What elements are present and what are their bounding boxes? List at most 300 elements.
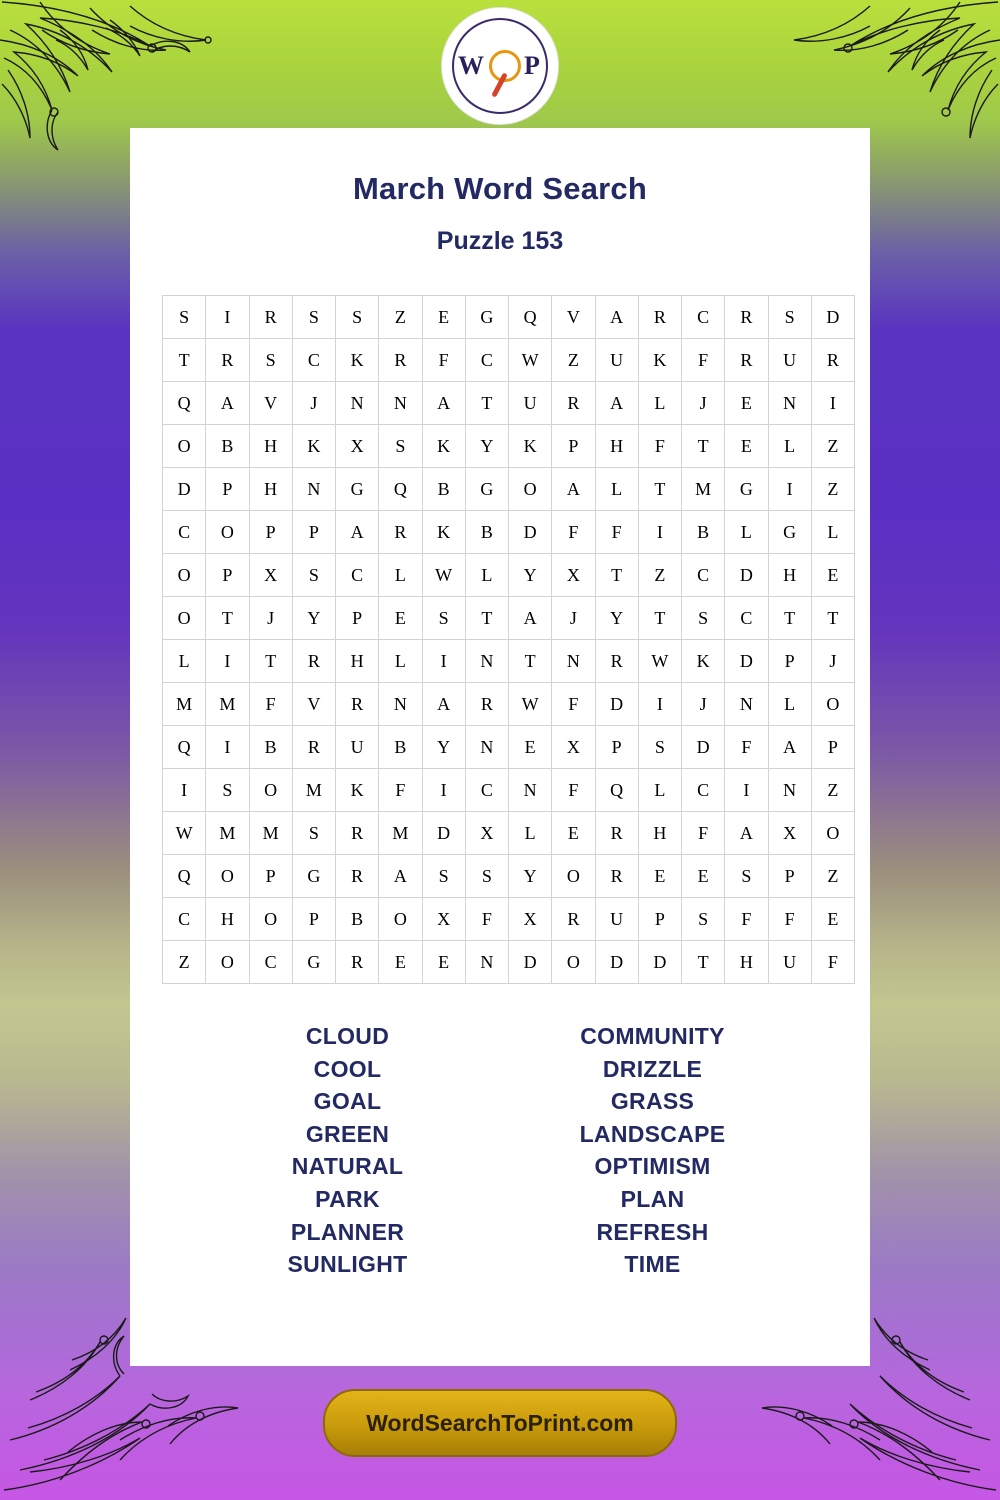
grid-cell[interactable]: Y bbox=[465, 425, 508, 468]
grid-cell[interactable]: R bbox=[336, 855, 379, 898]
word-search-grid[interactable] bbox=[162, 295, 855, 984]
word-list-item: SUNLIGHT bbox=[287, 1251, 408, 1278]
grid-cell[interactable]: O bbox=[249, 769, 292, 812]
grid-cell[interactable]: N bbox=[465, 726, 508, 769]
grid-cell[interactable]: K bbox=[638, 339, 681, 382]
grid-cell[interactable]: F bbox=[682, 812, 725, 855]
grid-cell[interactable]: S bbox=[422, 855, 465, 898]
grid-cell[interactable]: F bbox=[811, 941, 854, 984]
grid-cell[interactable]: H bbox=[249, 425, 292, 468]
grid-cell[interactable]: G bbox=[336, 468, 379, 511]
word-list-item: GREEN bbox=[305, 1120, 390, 1147]
grid-cell[interactable]: T bbox=[682, 425, 725, 468]
website-button-label: WordSearchToPrint.com bbox=[366, 1409, 634, 1436]
grid-row bbox=[163, 941, 855, 984]
puzzle-sheet bbox=[130, 128, 870, 1366]
grid-cell[interactable]: C bbox=[682, 769, 725, 812]
grid-cell[interactable]: I bbox=[206, 296, 249, 339]
word-list-item: GOAL bbox=[313, 1088, 382, 1115]
grid-cell[interactable]: H bbox=[249, 468, 292, 511]
grid-cell[interactable]: M bbox=[249, 812, 292, 855]
word-list bbox=[130, 1020, 870, 1281]
grid-row bbox=[163, 425, 855, 468]
word-list-item: COOL bbox=[313, 1055, 382, 1082]
grid-cell[interactable]: L bbox=[811, 511, 854, 554]
grid-cell[interactable]: O bbox=[206, 511, 249, 554]
grid-cell[interactable]: A bbox=[206, 382, 249, 425]
grid-cell[interactable]: T bbox=[465, 597, 508, 640]
grid-cell[interactable]: N bbox=[465, 941, 508, 984]
grid-cell[interactable]: A bbox=[595, 296, 638, 339]
grid-row bbox=[163, 683, 855, 726]
grid-cell[interactable]: V bbox=[249, 382, 292, 425]
grid-cell[interactable]: E bbox=[379, 941, 422, 984]
word-list-item: DRIZZLE bbox=[602, 1055, 703, 1082]
grid-row bbox=[163, 339, 855, 382]
grid-cell[interactable]: J bbox=[811, 640, 854, 683]
grid-cell[interactable]: A bbox=[552, 468, 595, 511]
grid-cell[interactable]: S bbox=[422, 597, 465, 640]
word-list-item: GRASS bbox=[610, 1088, 695, 1115]
grid-cell[interactable]: F bbox=[552, 683, 595, 726]
grid-cell[interactable]: A bbox=[768, 726, 811, 769]
grid-cell[interactable]: T bbox=[206, 597, 249, 640]
grid-cell[interactable]: B bbox=[465, 511, 508, 554]
grid-cell[interactable]: P bbox=[768, 855, 811, 898]
grid-row bbox=[163, 769, 855, 812]
grid-cell[interactable]: O bbox=[811, 812, 854, 855]
grid-cell[interactable]: Z bbox=[811, 425, 854, 468]
grid-cell[interactable]: R bbox=[292, 640, 335, 683]
grid-row bbox=[163, 812, 855, 855]
grid-cell[interactable]: P bbox=[249, 855, 292, 898]
grid-cell[interactable]: O bbox=[811, 683, 854, 726]
grid-cell[interactable]: O bbox=[379, 898, 422, 941]
grid-cell[interactable]: S bbox=[638, 726, 681, 769]
grid-cell[interactable]: K bbox=[509, 425, 552, 468]
grid-cell[interactable]: L bbox=[379, 554, 422, 597]
grid-cell[interactable]: N bbox=[768, 382, 811, 425]
grid-cell[interactable]: R bbox=[336, 683, 379, 726]
grid-row bbox=[163, 898, 855, 941]
grid-cell[interactable]: Y bbox=[509, 855, 552, 898]
grid-cell[interactable]: T bbox=[465, 382, 508, 425]
grid-cell[interactable]: F bbox=[725, 898, 768, 941]
grid-cell[interactable]: L bbox=[465, 554, 508, 597]
grid-cell[interactable]: T bbox=[249, 640, 292, 683]
word-list-item: PLANNER bbox=[290, 1218, 405, 1245]
page-subtitle: Puzzle 153 bbox=[436, 227, 564, 255]
grid-cell[interactable]: S bbox=[249, 339, 292, 382]
grid-cell[interactable]: K bbox=[336, 339, 379, 382]
grid-cell[interactable]: Z bbox=[163, 941, 206, 984]
grid-cell[interactable]: D bbox=[509, 941, 552, 984]
word-list-item: OPTIMISM bbox=[594, 1153, 711, 1180]
grid-cell[interactable]: I bbox=[638, 511, 681, 554]
grid-cell[interactable]: M bbox=[206, 683, 249, 726]
grid-cell[interactable]: D bbox=[638, 941, 681, 984]
grid-cell[interactable]: M bbox=[379, 812, 422, 855]
grid-row bbox=[163, 726, 855, 769]
grid-cell[interactable]: D bbox=[163, 468, 206, 511]
grid-cell[interactable]: X bbox=[465, 812, 508, 855]
grid-cell[interactable]: R bbox=[725, 296, 768, 339]
grid-cell[interactable]: G bbox=[292, 855, 335, 898]
grid-cell[interactable]: G bbox=[768, 511, 811, 554]
word-list-item: PLAN bbox=[620, 1185, 685, 1212]
grid-cell[interactable]: S bbox=[768, 296, 811, 339]
grid-cell[interactable]: K bbox=[422, 511, 465, 554]
grid-cell[interactable]: D bbox=[595, 683, 638, 726]
grid-cell[interactable]: V bbox=[552, 296, 595, 339]
grid-cell[interactable]: T bbox=[163, 339, 206, 382]
grid-cell[interactable]: E bbox=[725, 425, 768, 468]
site-logo bbox=[442, 8, 558, 124]
grid-cell[interactable]: P bbox=[249, 511, 292, 554]
grid-cell[interactable]: L bbox=[638, 382, 681, 425]
grid-cell[interactable]: P bbox=[595, 726, 638, 769]
word-list-item: PARK bbox=[315, 1185, 380, 1212]
grid-cell[interactable]: O bbox=[206, 855, 249, 898]
grid-cell[interactable]: D bbox=[509, 511, 552, 554]
grid-cell[interactable]: A bbox=[725, 812, 768, 855]
grid-cell[interactable]: R bbox=[292, 726, 335, 769]
grid-cell[interactable]: Z bbox=[811, 468, 854, 511]
grid-cell[interactable]: R bbox=[552, 382, 595, 425]
grid-cell[interactable]: F bbox=[768, 898, 811, 941]
grid-cell[interactable]: Z bbox=[552, 339, 595, 382]
grid-cell[interactable]: X bbox=[422, 898, 465, 941]
word-list-item: REFRESH bbox=[596, 1218, 709, 1245]
grid-cell[interactable]: X bbox=[336, 425, 379, 468]
grid-row bbox=[163, 511, 855, 554]
grid-cell[interactable]: E bbox=[811, 554, 854, 597]
grid-cell[interactable]: O bbox=[249, 898, 292, 941]
grid-cell[interactable]: Y bbox=[292, 597, 335, 640]
grid-cell[interactable]: W bbox=[509, 683, 552, 726]
grid-cell[interactable]: P bbox=[552, 425, 595, 468]
grid-row bbox=[163, 640, 855, 683]
grid-cell[interactable]: Q bbox=[163, 855, 206, 898]
grid-cell[interactable]: S bbox=[292, 554, 335, 597]
grid-cell[interactable]: S bbox=[206, 769, 249, 812]
grid-cell[interactable]: S bbox=[292, 812, 335, 855]
grid-cell[interactable]: J bbox=[292, 382, 335, 425]
grid-cell[interactable]: L bbox=[379, 640, 422, 683]
grid-cell[interactable]: I bbox=[206, 640, 249, 683]
grid-cell[interactable]: M bbox=[163, 683, 206, 726]
grid-cell[interactable]: B bbox=[422, 468, 465, 511]
grid-cell[interactable]: N bbox=[379, 382, 422, 425]
grid-cell[interactable]: C bbox=[292, 339, 335, 382]
grid-cell[interactable]: D bbox=[725, 640, 768, 683]
grid-row bbox=[163, 855, 855, 898]
grid-cell[interactable]: R bbox=[465, 683, 508, 726]
grid-cell[interactable]: N bbox=[336, 382, 379, 425]
grid-cell[interactable]: B bbox=[379, 726, 422, 769]
grid-cell[interactable]: D bbox=[595, 941, 638, 984]
grid-cell[interactable]: P bbox=[292, 898, 335, 941]
grid-cell[interactable]: R bbox=[595, 855, 638, 898]
grid-cell[interactable]: D bbox=[422, 812, 465, 855]
grid-cell[interactable]: T bbox=[682, 941, 725, 984]
grid-cell[interactable]: R bbox=[725, 339, 768, 382]
grid-cell[interactable]: S bbox=[725, 855, 768, 898]
grid-cell[interactable]: F bbox=[422, 339, 465, 382]
grid-cell[interactable]: R bbox=[206, 339, 249, 382]
grid-cell[interactable]: S bbox=[379, 425, 422, 468]
grid-cell[interactable]: E bbox=[379, 597, 422, 640]
grid-cell[interactable]: O bbox=[552, 941, 595, 984]
grid-cell[interactable]: B bbox=[249, 726, 292, 769]
grid-row bbox=[163, 296, 855, 339]
grid-cell[interactable]: F bbox=[465, 898, 508, 941]
logo-letter-w: W bbox=[458, 51, 487, 80]
grid-cell[interactable]: U bbox=[768, 339, 811, 382]
grid-cell[interactable]: E bbox=[422, 296, 465, 339]
grid-cell[interactable]: L bbox=[768, 425, 811, 468]
grid-row bbox=[163, 597, 855, 640]
grid-cell[interactable]: F bbox=[249, 683, 292, 726]
grid-cell[interactable]: X bbox=[509, 898, 552, 941]
grid-cell[interactable]: P bbox=[206, 554, 249, 597]
grid-cell[interactable]: C bbox=[336, 554, 379, 597]
grid-cell[interactable]: M bbox=[206, 812, 249, 855]
grid-cell[interactable]: A bbox=[509, 597, 552, 640]
grid-cell[interactable]: R bbox=[336, 812, 379, 855]
grid-cell[interactable]: U bbox=[768, 941, 811, 984]
grid-cell[interactable]: Z bbox=[811, 769, 854, 812]
grid-cell[interactable]: X bbox=[768, 812, 811, 855]
grid-cell[interactable]: E bbox=[509, 726, 552, 769]
grid-cell[interactable]: Z bbox=[379, 296, 422, 339]
grid-cell[interactable]: J bbox=[682, 382, 725, 425]
grid-cell[interactable]: D bbox=[725, 554, 768, 597]
grid-cell[interactable]: F bbox=[638, 425, 681, 468]
grid-cell[interactable]: P bbox=[811, 726, 854, 769]
grid-cell[interactable]: X bbox=[552, 554, 595, 597]
grid-cell[interactable]: A bbox=[595, 382, 638, 425]
grid-cell[interactable]: A bbox=[379, 855, 422, 898]
grid-cell[interactable]: A bbox=[336, 511, 379, 554]
grid-cell[interactable]: U bbox=[336, 726, 379, 769]
grid-cell[interactable]: N bbox=[725, 683, 768, 726]
grid-cell[interactable]: Y bbox=[422, 726, 465, 769]
grid-cell[interactable]: N bbox=[465, 640, 508, 683]
grid-cell[interactable]: I bbox=[422, 769, 465, 812]
grid-cell[interactable]: X bbox=[249, 554, 292, 597]
grid-cell[interactable]: R bbox=[379, 511, 422, 554]
grid-cell[interactable]: T bbox=[509, 640, 552, 683]
grid-cell[interactable]: C bbox=[682, 296, 725, 339]
grid-cell[interactable]: N bbox=[379, 683, 422, 726]
grid-cell[interactable]: M bbox=[292, 769, 335, 812]
word-list-item: NATURAL bbox=[291, 1153, 404, 1180]
word-list-column-left bbox=[195, 1020, 500, 1281]
grid-cell[interactable]: S bbox=[163, 296, 206, 339]
grid-cell[interactable]: C bbox=[163, 898, 206, 941]
grid-cell[interactable]: I bbox=[725, 769, 768, 812]
grid-cell[interactable]: W bbox=[638, 640, 681, 683]
grid-cell[interactable]: Q bbox=[509, 296, 552, 339]
grid-cell[interactable]: L bbox=[163, 640, 206, 683]
word-list-item: COMMUNITY bbox=[580, 1023, 725, 1049]
grid-cell[interactable]: R bbox=[552, 898, 595, 941]
grid-cell[interactable]: F bbox=[725, 726, 768, 769]
grid-cell[interactable]: R bbox=[336, 941, 379, 984]
grid-cell[interactable]: F bbox=[552, 511, 595, 554]
grid-cell[interactable]: R bbox=[811, 339, 854, 382]
page-title: March Word Search bbox=[353, 171, 647, 206]
grid-cell[interactable]: T bbox=[595, 554, 638, 597]
grid-cell[interactable]: G bbox=[725, 468, 768, 511]
grid-cell[interactable]: S bbox=[336, 296, 379, 339]
grid-cell[interactable]: O bbox=[206, 941, 249, 984]
grid-cell[interactable]: L bbox=[595, 468, 638, 511]
grid-cell[interactable]: V bbox=[292, 683, 335, 726]
grid-cell[interactable]: E bbox=[682, 855, 725, 898]
grid-cell[interactable]: J bbox=[552, 597, 595, 640]
grid-cell[interactable]: H bbox=[638, 812, 681, 855]
grid-cell[interactable]: U bbox=[509, 382, 552, 425]
grid-cell[interactable]: O bbox=[552, 855, 595, 898]
grid-cell[interactable]: Y bbox=[595, 597, 638, 640]
grid-cell[interactable]: E bbox=[811, 898, 854, 941]
grid-cell[interactable]: P bbox=[336, 597, 379, 640]
grid-cell[interactable]: C bbox=[249, 941, 292, 984]
grid-cell[interactable]: L bbox=[638, 769, 681, 812]
grid-cell[interactable]: E bbox=[725, 382, 768, 425]
grid-cell[interactable]: F bbox=[682, 339, 725, 382]
grid-cell[interactable]: O bbox=[509, 468, 552, 511]
grid-cell[interactable]: D bbox=[682, 726, 725, 769]
website-button[interactable] bbox=[323, 1389, 677, 1457]
word-list-column-right bbox=[500, 1020, 805, 1281]
grid-cell[interactable]: S bbox=[682, 898, 725, 941]
grid-cell[interactable]: F bbox=[595, 511, 638, 554]
word-list-item: TIME bbox=[624, 1251, 681, 1278]
grid-cell[interactable]: T bbox=[811, 597, 854, 640]
grid-cell[interactable]: O bbox=[163, 425, 206, 468]
grid-cell[interactable]: K bbox=[422, 425, 465, 468]
grid-cell[interactable]: K bbox=[682, 640, 725, 683]
grid-cell[interactable]: H bbox=[336, 640, 379, 683]
grid-row bbox=[163, 468, 855, 511]
grid-cell[interactable]: S bbox=[465, 855, 508, 898]
grid-cell[interactable]: U bbox=[595, 339, 638, 382]
grid-cell[interactable]: S bbox=[682, 597, 725, 640]
grid-cell[interactable]: B bbox=[682, 511, 725, 554]
grid-cell[interactable]: O bbox=[163, 597, 206, 640]
grid-cell[interactable]: N bbox=[292, 468, 335, 511]
grid-cell[interactable]: I bbox=[811, 382, 854, 425]
grid-cell[interactable]: I bbox=[206, 726, 249, 769]
grid-cell[interactable]: S bbox=[292, 296, 335, 339]
grid-cell[interactable]: C bbox=[725, 597, 768, 640]
grid-cell[interactable]: H bbox=[206, 898, 249, 941]
grid-cell[interactable]: E bbox=[638, 855, 681, 898]
grid-cell[interactable]: F bbox=[552, 769, 595, 812]
grid-cell[interactable]: R bbox=[379, 339, 422, 382]
grid-cell[interactable]: O bbox=[163, 554, 206, 597]
grid-cell[interactable]: W bbox=[422, 554, 465, 597]
grid-cell[interactable]: L bbox=[725, 511, 768, 554]
grid-cell[interactable]: C bbox=[465, 769, 508, 812]
grid-cell[interactable]: G bbox=[465, 468, 508, 511]
grid-cell[interactable]: R bbox=[595, 812, 638, 855]
grid-cell[interactable]: I bbox=[638, 683, 681, 726]
grid-cell[interactable]: D bbox=[811, 296, 854, 339]
word-search-grid-container bbox=[162, 295, 838, 984]
logo-ring bbox=[452, 18, 548, 114]
grid-cell[interactable]: Z bbox=[638, 554, 681, 597]
grid-cell[interactable]: C bbox=[465, 339, 508, 382]
logo-letter-p: P bbox=[524, 51, 542, 80]
grid-cell[interactable]: U bbox=[595, 898, 638, 941]
grid-cell[interactable]: H bbox=[725, 941, 768, 984]
grid-cell[interactable]: B bbox=[336, 898, 379, 941]
grid-cell[interactable]: X bbox=[552, 726, 595, 769]
grid-cell[interactable]: Q bbox=[163, 382, 206, 425]
grid-cell[interactable]: R bbox=[249, 296, 292, 339]
grid-cell[interactable]: I bbox=[768, 468, 811, 511]
grid-cell[interactable]: N bbox=[768, 769, 811, 812]
grid-cell[interactable]: R bbox=[638, 296, 681, 339]
grid-cell[interactable]: E bbox=[552, 812, 595, 855]
grid-cell[interactable]: Q bbox=[379, 468, 422, 511]
grid-cell[interactable]: J bbox=[249, 597, 292, 640]
grid-cell[interactable]: W bbox=[509, 339, 552, 382]
grid-cell[interactable]: H bbox=[595, 425, 638, 468]
grid-cell[interactable]: H bbox=[768, 554, 811, 597]
grid-cell[interactable]: P bbox=[292, 511, 335, 554]
grid-cell[interactable]: Z bbox=[811, 855, 854, 898]
grid-cell[interactable]: K bbox=[292, 425, 335, 468]
grid-cell[interactable]: P bbox=[768, 640, 811, 683]
grid-cell[interactable]: F bbox=[379, 769, 422, 812]
grid-cell[interactable]: Q bbox=[163, 726, 206, 769]
grid-cell[interactable]: Y bbox=[509, 554, 552, 597]
grid-cell[interactable]: B bbox=[206, 425, 249, 468]
grid-cell[interactable]: K bbox=[336, 769, 379, 812]
grid-cell[interactable]: G bbox=[465, 296, 508, 339]
grid-cell[interactable]: G bbox=[292, 941, 335, 984]
grid-cell[interactable]: A bbox=[422, 683, 465, 726]
word-list-item: CLOUD bbox=[305, 1023, 390, 1049]
grid-cell[interactable]: W bbox=[163, 812, 206, 855]
grid-cell[interactable]: J bbox=[682, 683, 725, 726]
grid-cell[interactable]: P bbox=[206, 468, 249, 511]
grid-cell[interactable]: T bbox=[768, 597, 811, 640]
grid-cell[interactable]: Q bbox=[595, 769, 638, 812]
grid-cell[interactable]: T bbox=[638, 468, 681, 511]
grid-cell[interactable]: E bbox=[422, 941, 465, 984]
grid-cell[interactable]: I bbox=[422, 640, 465, 683]
grid-cell[interactable]: N bbox=[509, 769, 552, 812]
grid-cell[interactable]: N bbox=[552, 640, 595, 683]
grid-cell[interactable]: T bbox=[638, 597, 681, 640]
grid-cell[interactable]: L bbox=[768, 683, 811, 726]
grid-cell[interactable]: P bbox=[638, 898, 681, 941]
grid-cell[interactable]: C bbox=[163, 511, 206, 554]
grid-cell[interactable]: I bbox=[163, 769, 206, 812]
grid-cell[interactable]: M bbox=[682, 468, 725, 511]
grid-cell[interactable]: C bbox=[682, 554, 725, 597]
word-list-item: LANDSCAPE bbox=[579, 1120, 726, 1147]
grid-cell[interactable]: L bbox=[509, 812, 552, 855]
grid-cell[interactable]: R bbox=[595, 640, 638, 683]
grid-cell[interactable]: A bbox=[422, 382, 465, 425]
